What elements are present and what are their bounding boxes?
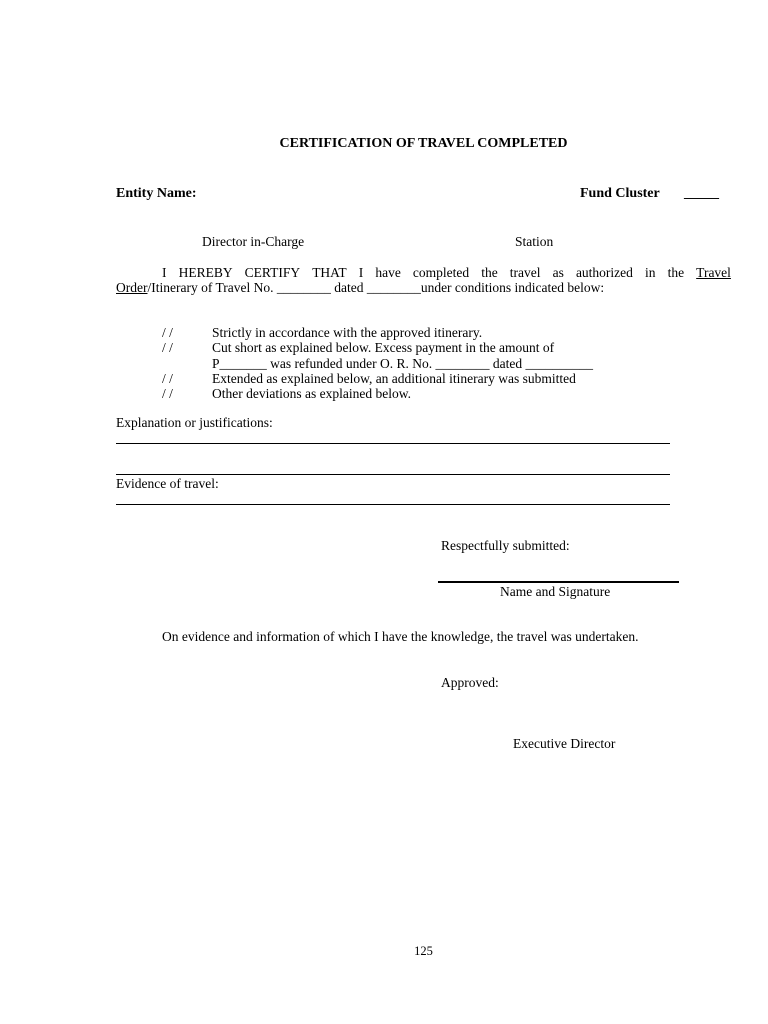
certify-word: CERTIFY bbox=[244, 265, 301, 280]
option-mark: / / bbox=[162, 325, 173, 340]
explanation-line-2[interactable] bbox=[116, 474, 670, 475]
certify-word: as bbox=[552, 265, 564, 280]
director-label: Director in-Charge bbox=[202, 234, 305, 249]
certify-word: HEREBY bbox=[178, 265, 233, 280]
option-text: Other deviations as explained below. bbox=[212, 386, 411, 401]
certify-word: have bbox=[375, 265, 401, 280]
station-label: Station bbox=[515, 234, 554, 249]
option-text: Cut short as explained below. Excess payment in the amount of bbox=[212, 340, 555, 355]
fund-cluster-blank: _____ bbox=[684, 186, 719, 201]
certify-word: the bbox=[481, 265, 498, 280]
respectfully-submitted: Respectfully submitted: bbox=[441, 538, 570, 553]
certify-line-1 bbox=[162, 266, 731, 280]
certify-word: completed bbox=[412, 265, 470, 280]
entity-name-label: Entity Name: bbox=[116, 186, 197, 201]
approved-label: Approved: bbox=[441, 675, 499, 690]
explanation-line-1[interactable] bbox=[116, 443, 670, 444]
option-text-continued: P_______ was refunded under O. R. No. ________ dated __________ bbox=[212, 356, 593, 371]
option-mark: / / bbox=[162, 340, 173, 355]
certify-line-2-rest: /Itinerary of Travel No. ________ dated ________under conditions indicated below: bbox=[147, 280, 605, 295]
certify-word: the bbox=[667, 265, 685, 280]
certify-line-2 bbox=[116, 281, 604, 295]
certify-word: authorized bbox=[575, 265, 633, 280]
document-title: CERTIFICATION OF TRAVEL COMPLETED bbox=[279, 136, 568, 151]
certify-word: I bbox=[358, 265, 364, 280]
certify-word: I bbox=[162, 265, 167, 280]
certify-word: travel bbox=[509, 265, 541, 280]
signature-line[interactable] bbox=[438, 581, 679, 583]
evidence-label: Evidence of travel: bbox=[116, 476, 219, 491]
certify-word: THAT bbox=[312, 265, 347, 280]
certify-word: in bbox=[645, 265, 656, 280]
evidence-statement: On evidence and information of which I have the knowledge, the travel was undertaken. bbox=[162, 629, 639, 644]
certify-word-travel: Travel bbox=[696, 265, 731, 280]
option-mark: / / bbox=[162, 371, 173, 386]
explanation-label: Explanation or justifications: bbox=[116, 415, 273, 430]
option-text: Strictly in accordance with the approved itinerary. bbox=[212, 325, 483, 340]
page-number: 125 bbox=[414, 944, 433, 958]
executive-director-label: Executive Director bbox=[513, 736, 616, 751]
option-text: Extended as explained below, an additional itinerary was submitted bbox=[212, 371, 576, 386]
certify-order-word: Order bbox=[116, 280, 148, 295]
evidence-line[interactable] bbox=[116, 504, 670, 505]
option-mark: / / bbox=[162, 386, 173, 401]
name-and-signature-label: Name and Signature bbox=[500, 584, 611, 599]
fund-cluster-label: Fund Cluster bbox=[580, 186, 660, 201]
